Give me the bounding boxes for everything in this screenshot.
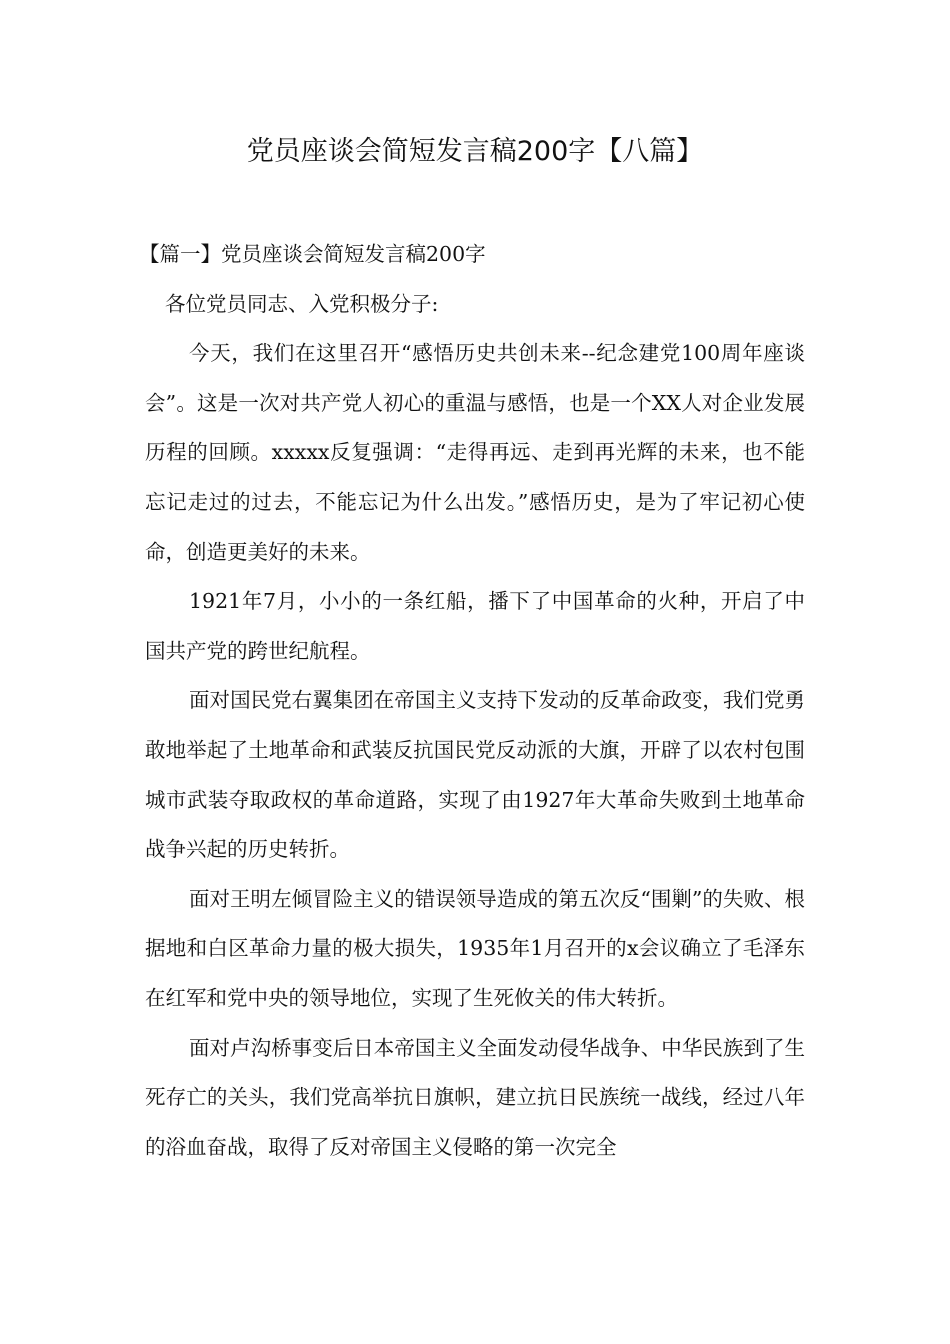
paragraph-5: 面对卢沟桥事变后日本帝国主义全面发动侵华战争、中华民族到了生死存亡的关头，我们党高举抗日旗帜，建立抗日民族统一战线，经过八年的浴血奋战，取得了反对帝国主义侵略的第一次完全	[145, 1035, 805, 1159]
document-title: 党员座谈会简短发言稿200字【八篇】	[246, 136, 704, 167]
paragraph-2: 1921年7月，小小的一条红船，播下了中国革命的火种，开启了中国共产党的跨世纪航程。	[145, 589, 805, 663]
paragraph-3: 面对国民党右翼集团在帝国主义支持下发动的反革命政变，我们党勇敢地举起了土地革命和武装反抗国民党反动派的大旗，开辟了以农村包围城市武装夺取政权的革命道路，实现了由1927年大革命失败到土地革命战争兴起的历史转折。	[145, 688, 805, 862]
salutation: 各位党员同志、入党积极分子:	[165, 291, 439, 316]
document-body	[139, 230, 805, 1172]
paragraph-4: 面对王明左倾冒险主义的错误领导造成的第五次反“围剿”的失败、根据地和白区革命力量的极大损失，1935年1月召开的x会议确立了毛泽东在红军和党中央的领导地位，实现了生死攸关的伟大转折。	[145, 886, 805, 1010]
section-heading: 【篇一】党员座谈会简短发言稿200字	[139, 242, 486, 266]
paragraph-1: 今天，我们在这里召开“感悟历史共创未来--纪念建党100周年座谈会”。这是一次对共产党人初心的重温与感悟，也是一个XX人对企业发展历程的回顾。xxxxx反复强调：“走得再远、走到再光辉的未来，也不能忘记走过的过去，不能忘记为什么出发。”感悟历史，是为了牢记初心使命，创造更美好的未来。	[145, 341, 805, 564]
